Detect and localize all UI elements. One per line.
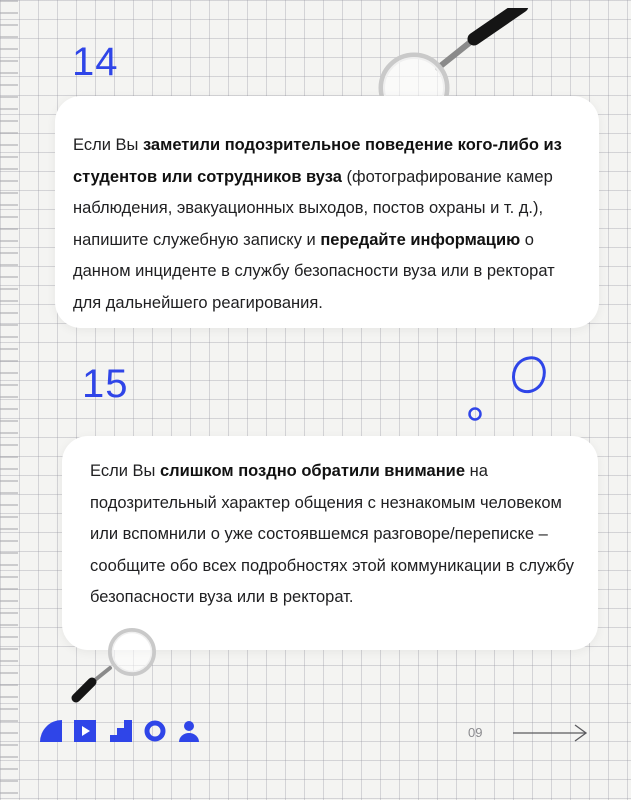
info-card-15 xyxy=(62,436,598,650)
info-card-14 xyxy=(55,96,599,328)
stairs-icon xyxy=(110,720,132,742)
text-segment: о данном инциденте в службу безопасности вуза или в ректорат для дальнейшего реагирования. xyxy=(73,230,555,312)
play-square-icon xyxy=(74,720,98,742)
text-segment-bold: заметили подозрительное поведение кого-либо из студентов или сотрудников вуза xyxy=(73,136,562,186)
paper-perforation xyxy=(0,0,18,800)
text-segment: Если Вы xyxy=(90,462,160,480)
quarter-circle-icon xyxy=(40,720,62,742)
magnifier-icon xyxy=(70,628,178,708)
person-icon xyxy=(178,720,200,742)
doodle-circle-icon xyxy=(507,352,551,400)
footer-icon-row xyxy=(40,720,200,742)
text-segment: Если Вы xyxy=(73,136,143,154)
step-text-14 xyxy=(73,130,581,319)
ring-icon xyxy=(144,720,166,742)
doodle-dot-icon xyxy=(466,405,484,423)
step-number-15: 15 xyxy=(82,362,129,406)
text-segment: на подозрительный характер общения с незнакомым человеком или вспомнили о уже состоявшемся разговоре/переписке – сообщите обо всех подробностях этой коммуникации в службу безопасности вуза или в ректорат. xyxy=(90,462,574,606)
text-segment: (фотографирование камер наблюдения, эвакуационных выходов, постов охраны и т. д.), напишите служебную записку и xyxy=(73,167,553,249)
step-text-15 xyxy=(90,456,578,614)
arrow-right-icon[interactable] xyxy=(511,722,589,744)
step-number-14: 14 xyxy=(72,40,119,84)
text-segment-bold: передайте информацию xyxy=(320,230,521,249)
page-number: 09 xyxy=(468,725,483,740)
text-segment-bold: слишком поздно обратили внимание xyxy=(159,462,465,480)
